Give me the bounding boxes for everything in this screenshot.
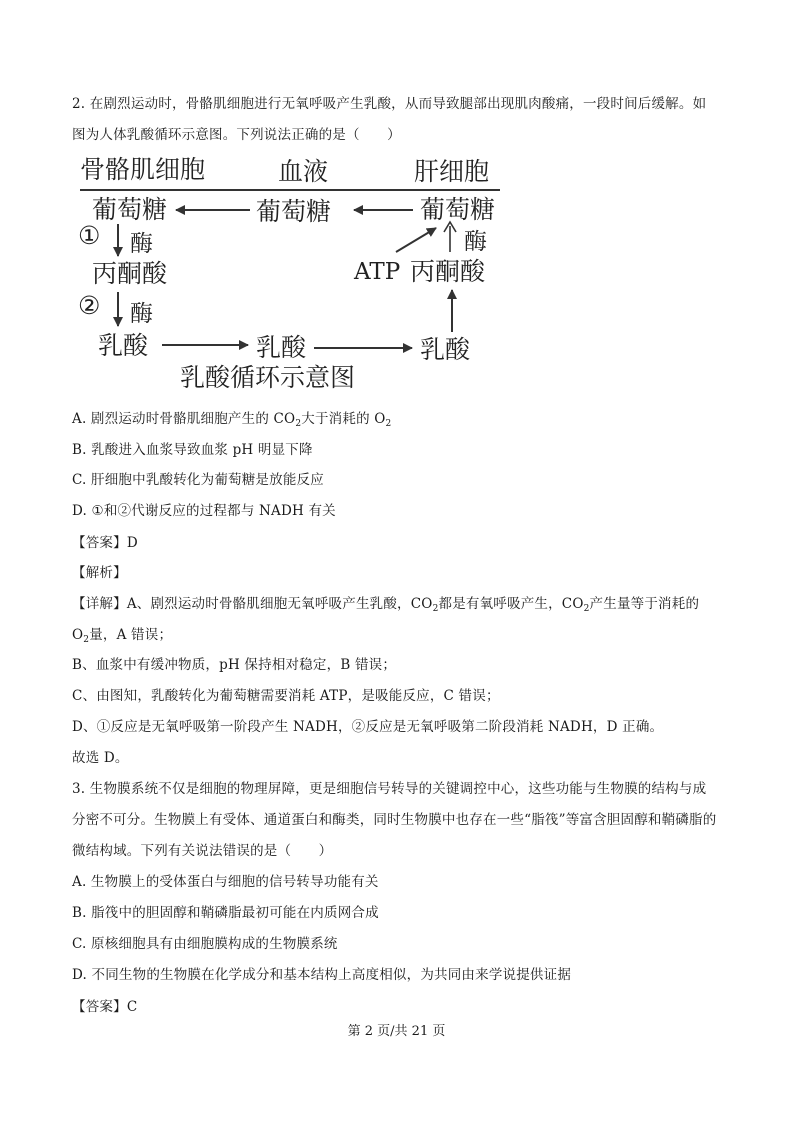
q2-stem-line2: 图为人体乳酸循环示意图。下列说法正确的是（ ） bbox=[72, 127, 401, 143]
q3-answer: 【答案】C bbox=[72, 999, 138, 1015]
q2-option-c: C. 肝细胞中乳酸转化为葡萄糖是放能反应 bbox=[72, 472, 324, 488]
q2-analysis-tag: 【解析】 bbox=[72, 565, 127, 581]
q3-option-a: A. 生物膜上的受体蛋白与细胞的信号转导功能有关 bbox=[72, 874, 379, 890]
q3-stem-line2: 分密不可分。生物膜上有受体、通道蛋白和酶类，同时生物膜中也存在一些“脂筏”等富含胆固醇和鞘磷脂的 bbox=[72, 812, 717, 828]
header-blood: 血液 bbox=[278, 157, 329, 186]
q2-detail-d: D、①反应是无氧呼吸第一阶段产生 NADH，②反应是无氧呼吸第二阶段消耗 NADH，D 正确。 bbox=[72, 719, 664, 735]
q2-stem-line1: 2. 在剧烈运动时，骨骼肌细胞进行无氧呼吸产生乳酸，从而导致腿部出现肌肉酸痛，一段时间后缓解。如 bbox=[72, 96, 707, 112]
q2-detail-c: C、由图知，乳酸转化为葡萄糖需要消耗 ATP，是吸能反应，C 错误； bbox=[72, 688, 500, 704]
pyruvate-liver: 丙酮酸 bbox=[410, 257, 486, 286]
atp-label: ATP bbox=[354, 259, 401, 285]
header-muscle-cell: 骨骼肌细胞 bbox=[80, 155, 206, 184]
q2-detail-a2: $O_2$量，A 错误； bbox=[72, 627, 173, 645]
q3-option-d: D. 不同生物的生物膜在化学成分和基本结构上高度相似，为共同由来学说提供证据 bbox=[72, 967, 572, 983]
q2-detail-b: B、血浆中有缓冲物质，pH 保持相对稳定，B 错误； bbox=[72, 657, 397, 673]
step1-label: ① bbox=[78, 221, 101, 250]
q2-option-d: D. ①和②代谢反应的过程都与 NADH 有关 bbox=[72, 503, 336, 519]
enzyme1-label: 酶 bbox=[130, 231, 153, 257]
q2-answer: 【答案】D bbox=[72, 535, 138, 551]
arrow-atp bbox=[396, 228, 436, 252]
q2-detail-a1: 【详解】A、剧烈运动时骨骼肌细胞无氧呼吸产生乳酸，$CO_2$都是有氧呼吸产生，$CO_2$产生量等于消耗的 bbox=[72, 596, 700, 614]
lactate-cycle-diagram bbox=[78, 152, 508, 392]
header-liver-cell: 肝细胞 bbox=[414, 157, 490, 186]
q3-stem-line3: 微结构域。下列有关说法错误的是（ ） bbox=[72, 843, 333, 859]
lactate-muscle: 乳酸 bbox=[98, 331, 149, 360]
pyruvate-muscle: 丙酮酸 bbox=[92, 259, 168, 288]
q3-option-b: B. 脂筏中的胆固醇和鞘磷脂最初可能在内质网合成 bbox=[72, 905, 379, 921]
lactate-liver: 乳酸 bbox=[420, 335, 471, 364]
glucose-blood: 葡萄糖 bbox=[256, 197, 332, 226]
glucose-liver: 葡萄糖 bbox=[420, 195, 496, 224]
page-footer: 第 2 页/共 21 页 bbox=[347, 1024, 446, 1039]
enzyme2-label: 酶 bbox=[130, 301, 153, 327]
enzyme3-label: 酶 bbox=[464, 229, 487, 255]
q3-option-c: C. 原核细胞具有由细胞膜构成的生物膜系统 bbox=[72, 936, 338, 952]
step2-label: ② bbox=[78, 291, 101, 320]
q2-option-b: B. 乳酸进入血浆导致血浆 pH 明显下降 bbox=[72, 442, 313, 458]
glucose-muscle: 葡萄糖 bbox=[92, 195, 168, 224]
q3-stem-line1: 3. 生物膜系统不仅是细胞的物理屏障，更是细胞信号转导的关键调控中心，这些功能与生物膜的结构与成 bbox=[72, 781, 707, 797]
q2-option-a: A. 剧烈运动时骨骼肌细胞产生的 $CO_2$大于消耗的 $O_2$ bbox=[72, 411, 392, 429]
lactate-blood: 乳酸 bbox=[256, 333, 307, 362]
q2-conclusion: 故选 D。 bbox=[72, 750, 129, 766]
diagram-caption: 乳酸循环示意图 bbox=[180, 363, 356, 392]
